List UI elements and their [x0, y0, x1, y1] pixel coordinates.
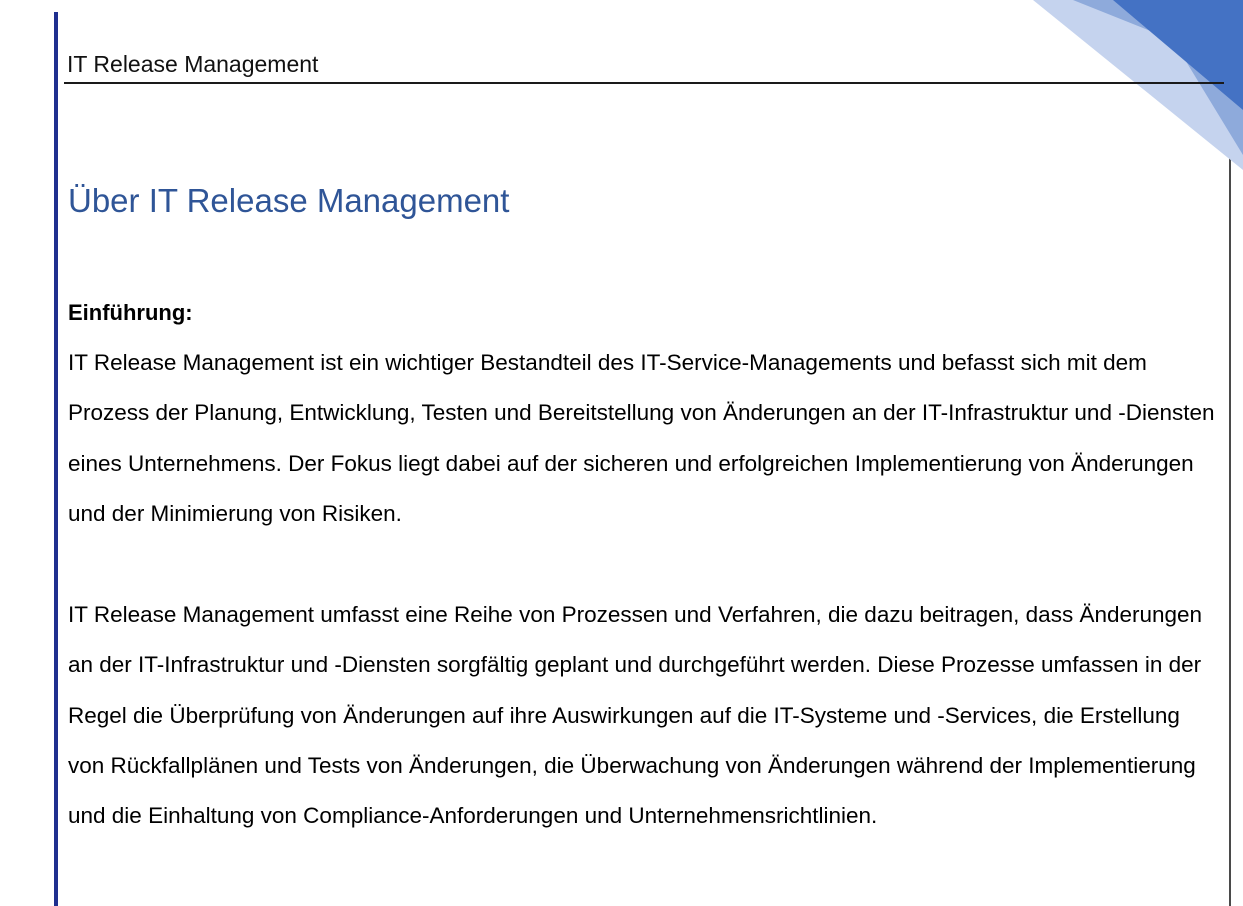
corner-decoration-graphic [1013, 0, 1243, 170]
section-label-einfuehrung: Einführung: [68, 300, 193, 325]
left-margin-bar [54, 12, 58, 906]
running-header-title: IT Release Management [67, 51, 319, 77]
paragraph-introduction: IT Release Management ist ein wichtiger Bestandteil des IT-Service-Managements und befasst sich mit dem Prozess der Planung, Entwicklung, Testen und Bereitstellung von Änderungen an der IT-Infrastruktur und -Diensten eines Unternehmens. Der Fokus liegt dabei auf der sicheren und erfolgreichen Implementierung von Änderungen und der Minimierung von Risiken. [68, 350, 1215, 526]
paragraph-processes: IT Release Management umfasst eine Reihe von Prozessen und Verfahren, die dazu beitragen, dass Änderungen an der IT-Infrastruktur und -Diensten sorgfältig geplant und durchgeführt werden. Diese Prozesse umfassen in der Regel die Überprüfung von Änderungen auf ihre Auswirkungen auf die IT-Systeme und -Services, die Erstellung von Rückfallplänen und Tests von Änderungen, die Überwachung von Änderungen während der Implementierung und die Einhaltung von Compliance-Anforderungen und Unternehmensrichtlinien. [68, 602, 1203, 829]
header-rule [64, 82, 1224, 84]
page-heading: Über IT Release Management [68, 182, 510, 219]
